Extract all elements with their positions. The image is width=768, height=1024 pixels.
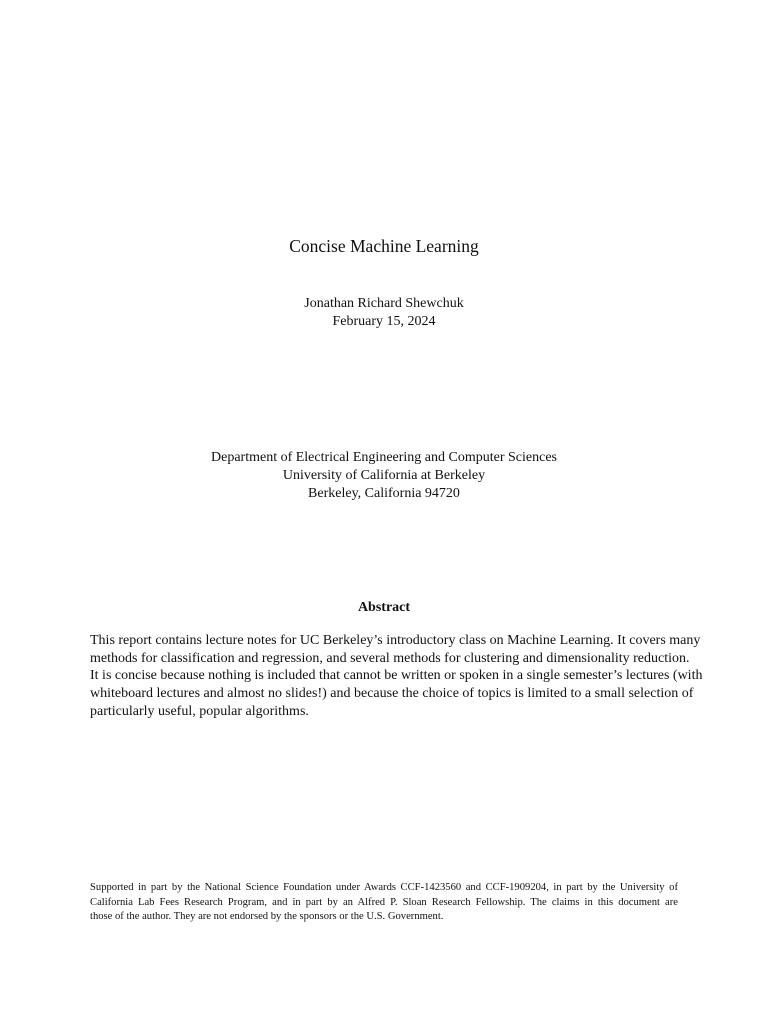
footnote-line: those of the author. They are not endorsed by the sponsors or the U.S. Government. bbox=[90, 911, 444, 922]
affiliation-address: Berkeley, California 94720 bbox=[308, 486, 460, 501]
abstract-heading: Abstract bbox=[357, 600, 411, 615]
abstract-body bbox=[90, 632, 703, 721]
funding-footnote bbox=[90, 881, 678, 925]
abstract-line: whiteboard lectures and almost no slides!) and because the choice of topics is limited to a small selection of bbox=[90, 686, 694, 702]
author-name: Jonathan Richard Shewchuk bbox=[304, 296, 464, 311]
abstract-line: particularly useful, popular algorithms. bbox=[90, 703, 309, 719]
affiliation-department: Department of Electrical Engineering and Computer Sciences bbox=[211, 450, 557, 465]
author-block bbox=[0, 295, 768, 331]
document-title: Concise Machine Learning bbox=[289, 236, 479, 256]
affiliation-block bbox=[0, 449, 768, 503]
abstract-line: It is concise because nothing is included that cannot be written or spoken in a single semester’s lectures (with bbox=[90, 668, 703, 684]
footnote-line: Supported in part by the National Science Foundation under Awards CCF-1423560 and CCF-1909204, in part by the University of bbox=[90, 882, 678, 893]
document-date: February 15, 2024 bbox=[332, 314, 436, 329]
abstract-line: methods for classification and regression, and several methods for clustering and dimensionality reduction. bbox=[90, 650, 690, 666]
affiliation-university: University of California at Berkeley bbox=[282, 468, 486, 483]
footnote-line: California Lab Fees Research Program, and in part by an Alfred P. Sloan Research Fellowship. The claims in this document are bbox=[90, 896, 678, 908]
abstract-line: This report contains lecture notes for UC Berkeley’s introductory class on Machine Learning. It covers many bbox=[90, 633, 701, 648]
